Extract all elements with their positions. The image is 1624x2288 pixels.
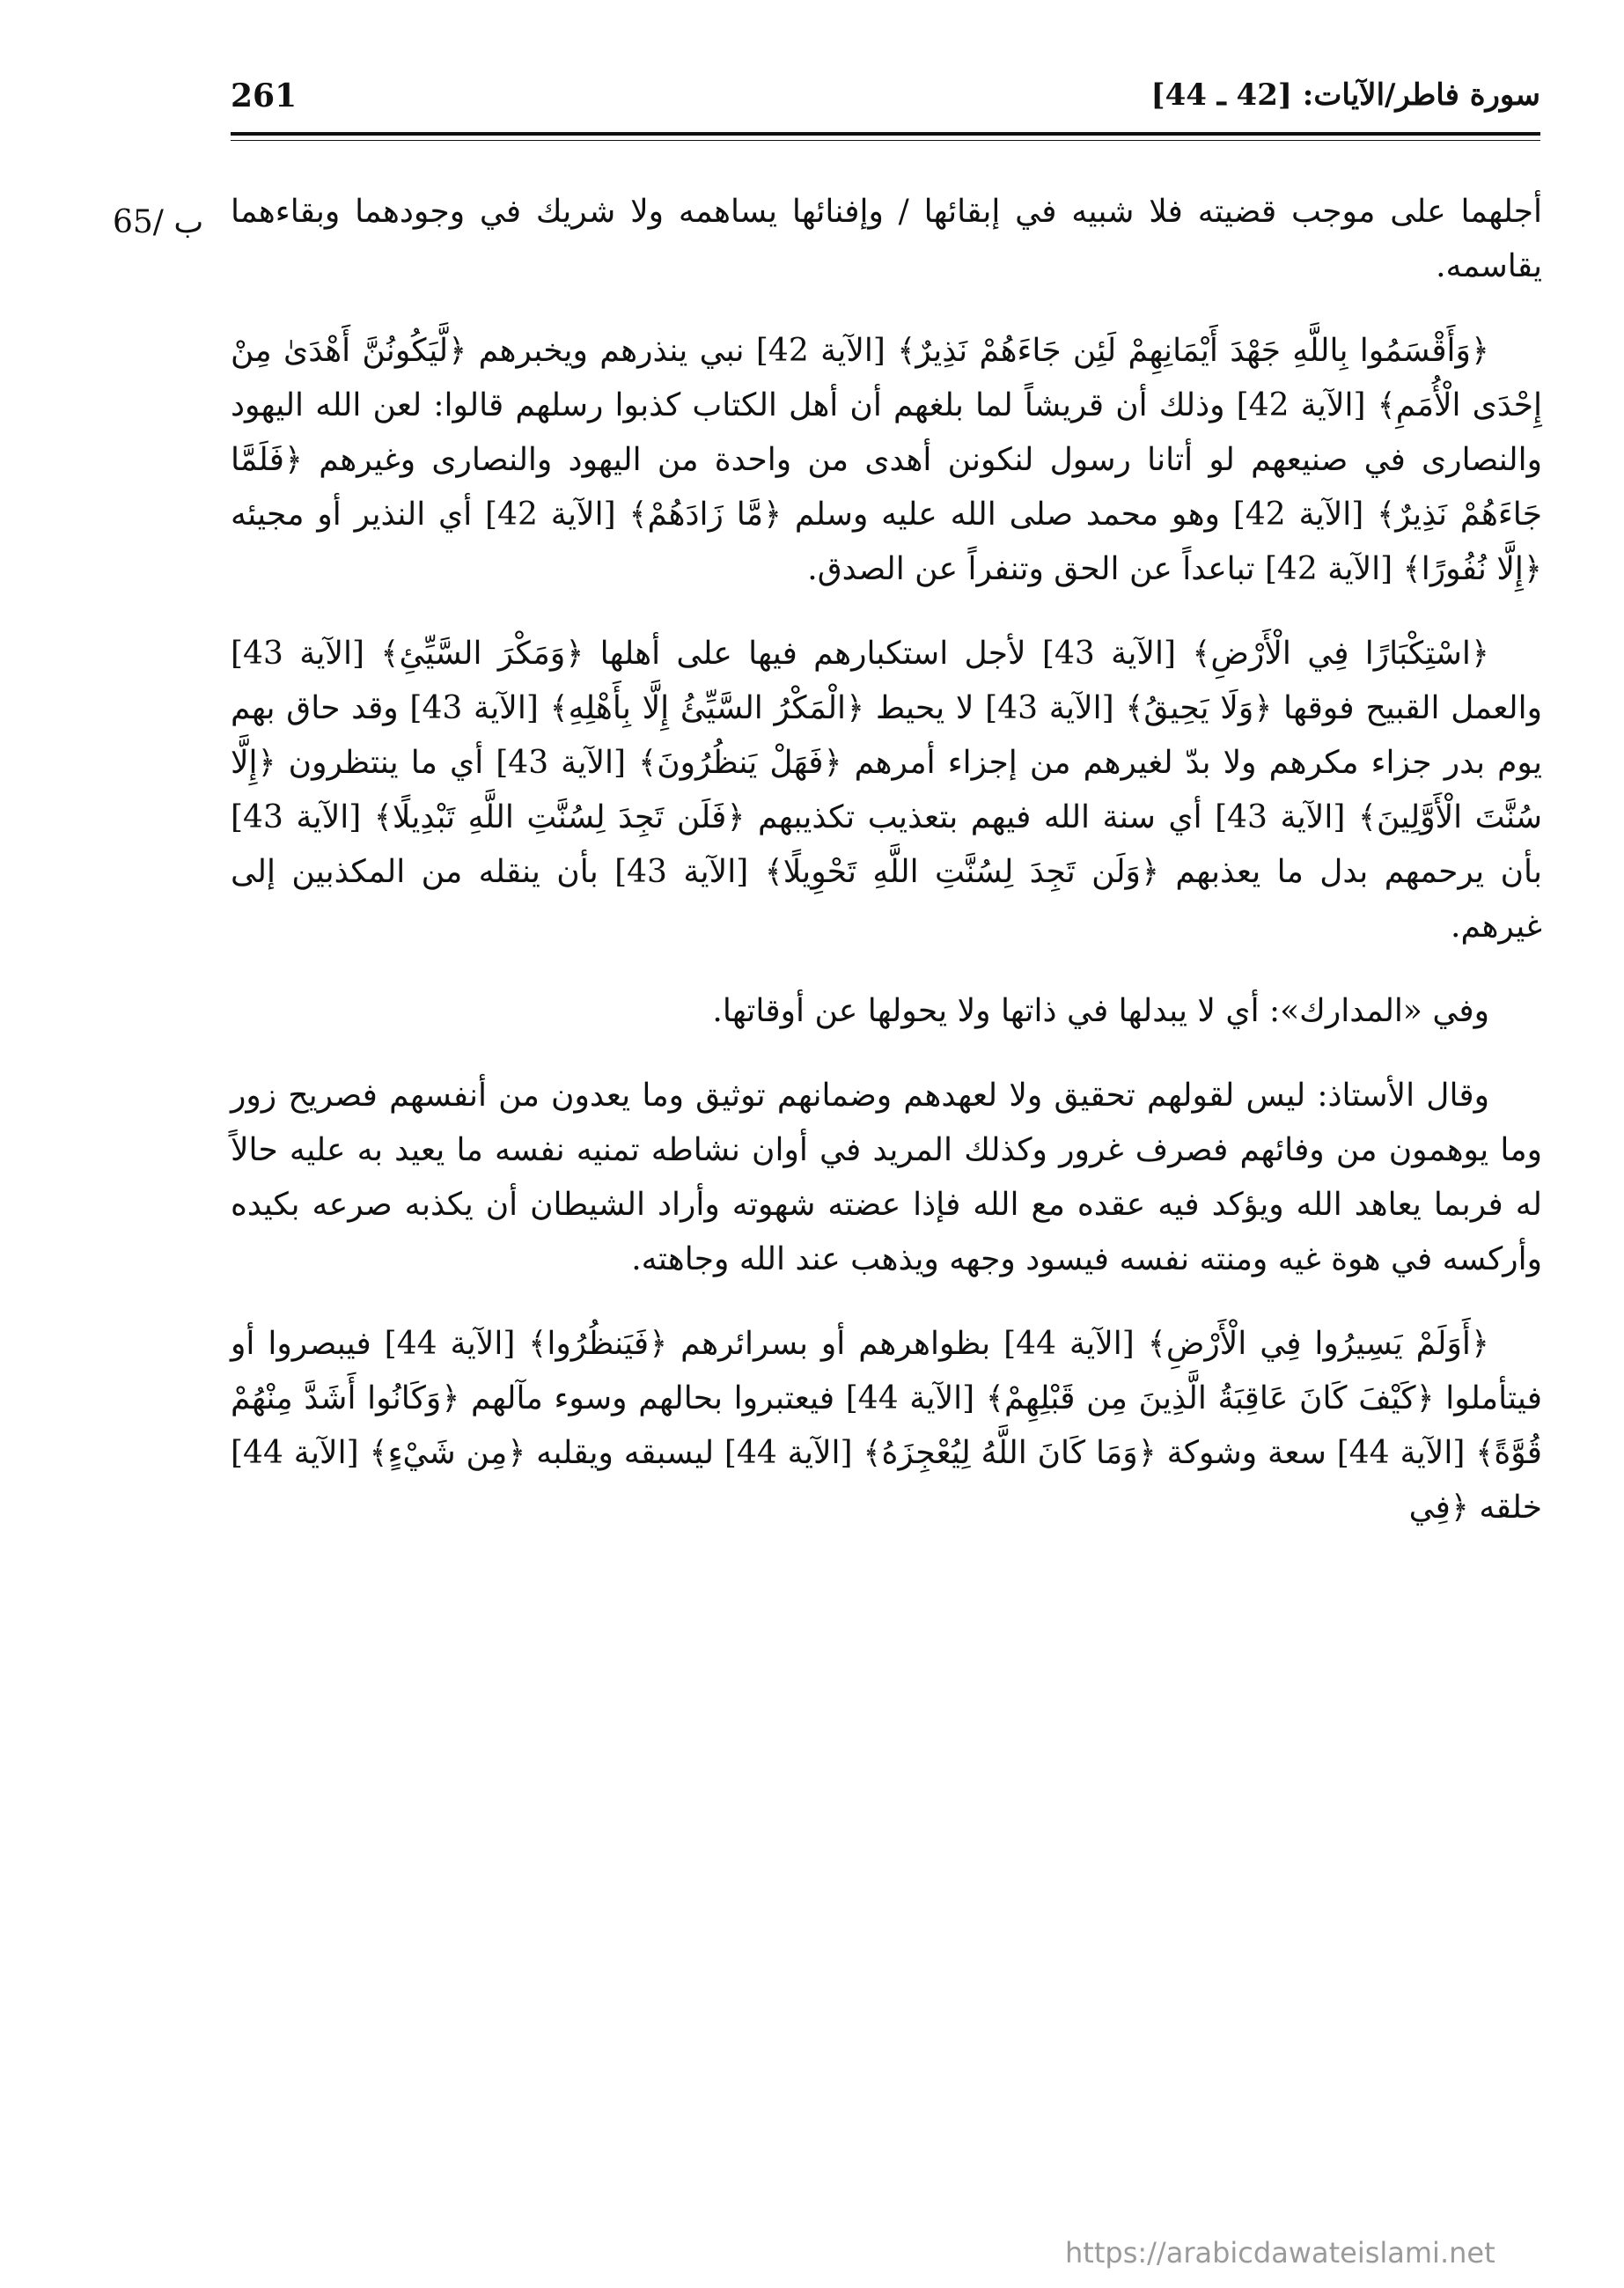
header-rule-thick [231,132,1540,136]
page-body [231,185,1542,1565]
paragraph-6: ﴿أَوَلَمْ يَسِيرُوا فِي الْأَرْضِ﴾ [الآية 44] بظواهرهم أو بسرائرهم ﴿فَيَنظُرُوا﴾ [الآية 44] فيبصروا أو فيتأملوا ﴿كَيْفَ كَانَ عَاقِبَةُ الَّذِينَ مِن قَبْلِهِمْ﴾ [الآية 44] فيعتبروا بحالهم وسوء مآلهم ﴿وَكَانُوا أَشَدَّ مِنْهُمْ قُوَّةً﴾ [الآية 44] سعة وشوكة ﴿وَمَا كَانَ اللَّهُ لِيُعْجِزَهُ﴾ [الآية 44] ليسبقه ويقلبه ﴿مِن شَيْءٍ﴾ [الآية 44] خلقه ﴿فِي [231,1326,1542,1526]
paragraph-5: وقال الأستاذ: ليس لقولهم تحقيق ولا لعهدهم وضمانهم توثيق وما يعدون من أنفسهم فصريح زور وما يوهمون من وفائهم فصرف غرور وكذلك المريد في أوان نشاطه تمنيه نفسه ما يعيد به عليه حالاً له فربما يعاهد الله ويؤكد فيه عقده مع الله فإذا عضته شهوته وأراد الشيطان أن يكذبه صرعه بكيده وأركسه في هوة غيه ومنته نفسه فيسود وجهه ويذهب عند الله وجاهته. [231,1078,1542,1277]
paragraph-1: أجلهما على موجب قضيته فلا شبيه في إبقائها / وإفنائها يساهمه ولا شريك في وجودهما وبقاءهما يقاسمه. [231,194,1542,284]
margin-folio-note: 65/ ب [113,204,204,240]
page-header [231,77,1540,130]
running-title: سورة فاطر/الآيات: [42 ـ 44] [1150,77,1540,113]
watermark-url: https://arabicdawateislami.net [1065,2236,1495,2270]
paragraph-3: ﴿اسْتِكْبَارًا فِي الْأَرْضِ﴾ [الآية 43] لأجل استكبارهم فيها على أهلها ﴿وَمَكْرَ السَّيِّئِ﴾ [الآية 43] والعمل القبيح فوقها ﴿وَلَا يَحِيقُ﴾ [الآية 43] لا يحيط ﴿الْمَكْرُ السَّيِّئُ إِلَّا بِأَهْلِهِ﴾ [الآية 43] وقد حاق بهم يوم بدر جزاء مكرهم ولا بدّ لغيرهم من إجزاء أمرهم ﴿فَهَلْ يَنظُرُونَ﴾ [الآية 43] أي ما ينتظرون ﴿إِلَّا سُنَّتَ الْأَوَّلِينَ﴾ [الآية 43] أي سنة الله فيهم بتعذيب تكذيبهم ﴿فَلَن تَجِدَ لِسُنَّتِ اللَّهِ تَبْدِيلًا﴾ [الآية 43] بأن يرحمهم بدل ما يعذبهم ﴿وَلَن تَجِدَ لِسُنَّتِ اللَّهِ تَحْوِيلًا﴾ [الآية 43] بأن ينقله من المكذبين إلى غيرهم. [231,636,1543,945]
paragraph-4: وفي «المدارك»: أي لا يبدلها في ذاتها ولا يحولها عن أوقاتها. [712,993,1489,1029]
paragraph-2: ﴿وَأَقْسَمُوا بِاللَّهِ جَهْدَ أَيْمَانِهِمْ لَئِن جَاءَهُمْ نَذِيرٌ﴾ [الآية 42] نبي ينذرهم ويخبرهم ﴿لَّيَكُونُنَّ أَهْدَىٰ مِنْ إِحْدَى الْأُمَمِ﴾ [الآية 42] وذلك أن قريشاً لما بلغهم أن أهل الكتاب كذبوا رسلهم قالوا: لعن الله اليهود والنصارى في صنيعهم لو أتانا رسول لنكونن أهدى من واحدة من اليهود والنصارى وغيرهم ﴿فَلَمَّا جَاءَهُمْ نَذِيرٌ﴾ [الآية 42] وهو محمد صلى الله عليه وسلم ﴿مَّا زَادَهُمْ﴾ [الآية 42] أي النذير أو مجيئه ﴿إِلَّا نُفُورًا﴾ [الآية 42] تباعداً عن الحق وتنفراً عن الصدق. [231,333,1543,587]
page-number: 261 [231,77,298,114]
header-rule-thin [231,140,1540,141]
